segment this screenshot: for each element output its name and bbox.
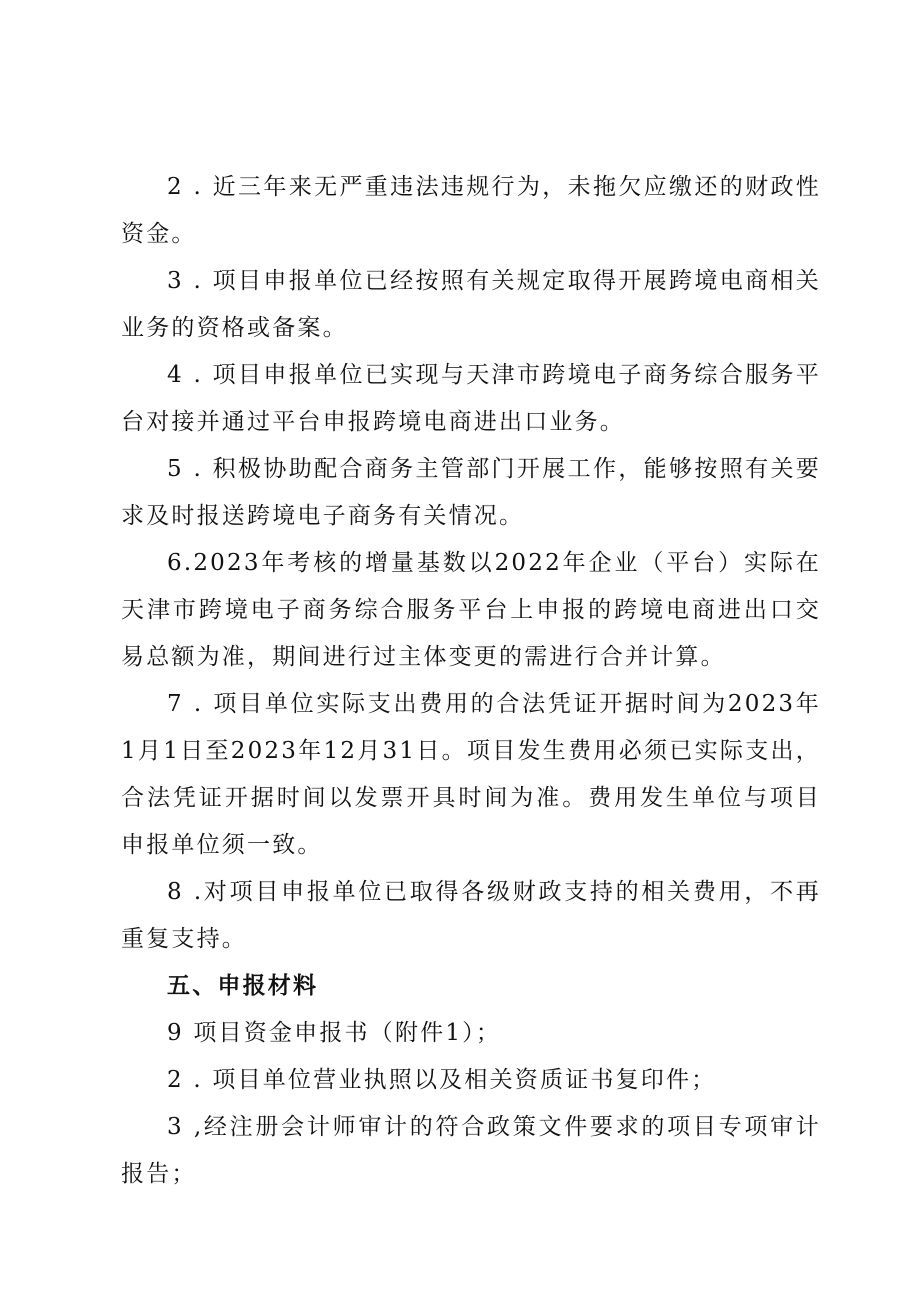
clause-4: 4 . 项目申报单位已实现与天津市跨境电子商务综合服务平台对接并通过平台申报跨境电商进出口业务。: [121, 362, 821, 435]
clause-2: 2 . 近三年来无严重违法违规行为，未拖欠应缴还的财政性资金。: [121, 174, 821, 247]
section-heading: 五、申报材料: [167, 973, 319, 999]
material-1: 9 项目资金申报书（附件1）；: [167, 1020, 502, 1046]
material-3: 3 ,经注册会计师审计的符合政策文件要求的项目专项审计报告；: [121, 1114, 821, 1187]
clause-6: 6.2023年考核的增量基数以2022年企业（平台）实际在天津市跨境电子商务综合服务平台上申报的跨境电商进出口交易总额为准，期间进行过主体变更的需进行合并计算。: [121, 550, 821, 670]
clause-8: 8 .对项目申报单位已取得各级财政支持的相关费用，不再重复支持。: [121, 879, 821, 952]
clause-5: 5 . 积极协助配合商务主管部门开展工作，能够按照有关要求及时报送跨境电子商务有关情况。: [121, 456, 821, 529]
material-2: 2 . 项目单位营业执照以及相关资质证书复印件；: [167, 1067, 717, 1093]
document-body: [121, 164, 821, 1198]
clause-3: 3 . 项目申报单位已经按照有关规定取得开展跨境电商相关业务的资格或备案。: [121, 268, 821, 341]
clause-7: 7 . 项目单位实际支出费用的合法凭证开据时间为2023年1月1日至2023年12月31日。项目发生费用必须已实际支出，合法凭证开据时间以发票开具时间为准。费用发生单位与项目申报单位须一致。: [121, 691, 821, 858]
